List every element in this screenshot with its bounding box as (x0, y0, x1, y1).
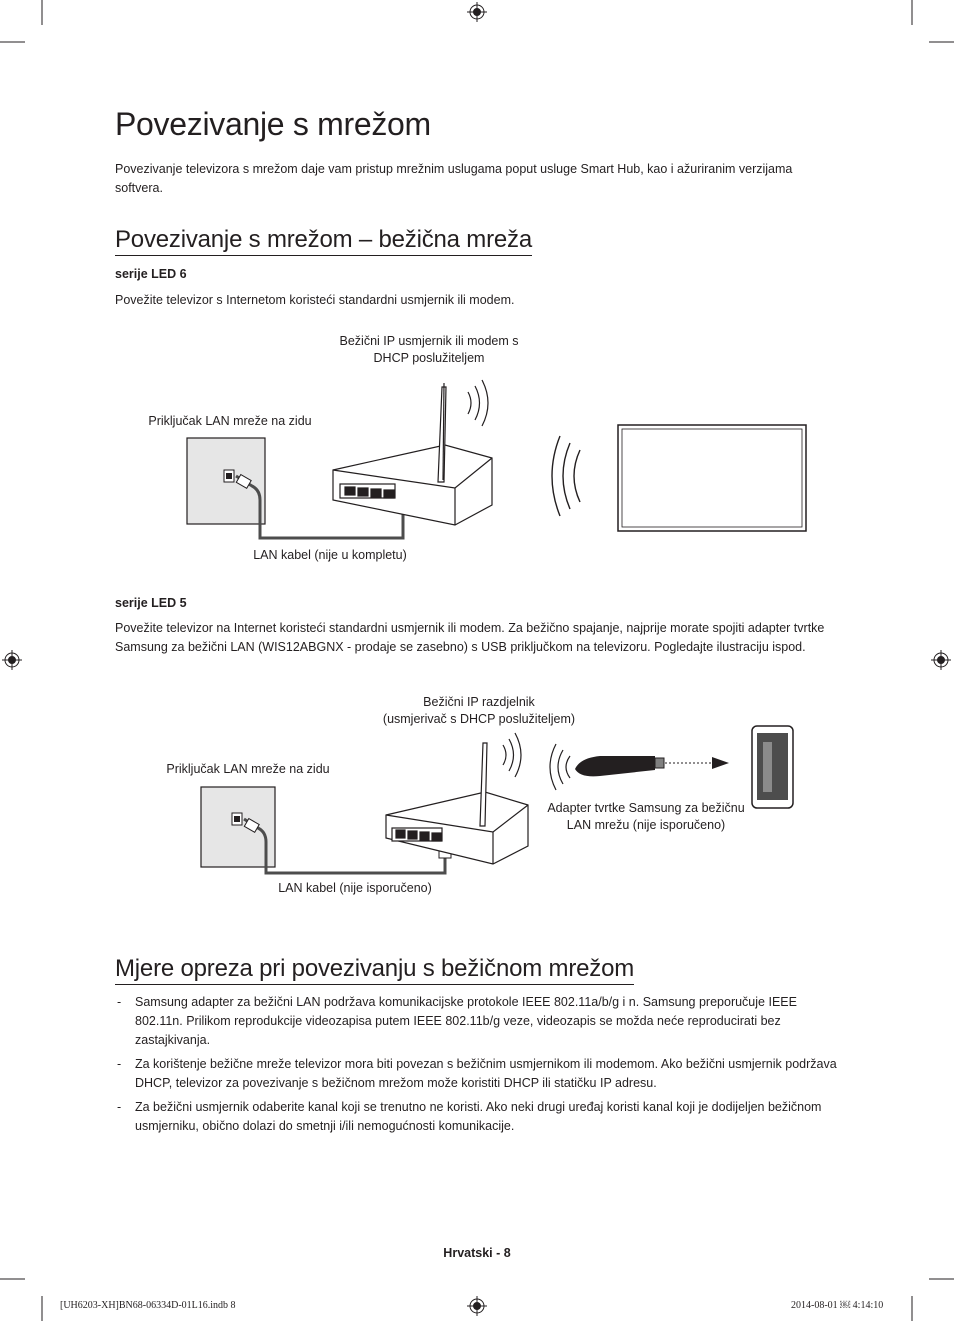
led6-wall-caption: Priključak LAN mreže na zidu (148, 414, 312, 428)
list-item (115, 1098, 843, 1136)
list-item (115, 1055, 843, 1093)
adapter-signal-waves (550, 744, 570, 790)
list-item-text: Za bežični usmjernik odaberite kanal koji se trenutno ne koristi. Ako neki drugi uređaj koristi kanal koji je dodijeljen bežičnom usmjerniku, obično dolazi do smetnji i/ili nemogućnosti komunikacije. (135, 1100, 822, 1133)
precautions-list (115, 993, 843, 1141)
led5-router-caption-line2: (usmjerivač s DHCP poslužiteljem) (382, 712, 576, 726)
bullet-marker: - (117, 1100, 122, 1114)
led6-router-caption-line1: Bežični IP usmjernik ili modem s (339, 334, 519, 348)
list-item (115, 993, 843, 1050)
wireless-router (386, 743, 528, 864)
list-item-text: Za korištenje bežične mreže televizor mora biti povezan s bežičnim usmjernikom ili modemom. Ako bežični usmjernik podržava DHCP, televizor za povezivanje s bežičnom mrežom može koristiti DHCP ili statičku IP adresu. (135, 1057, 837, 1090)
intro-text: Povezivanje televizora s mrežom daje vam pristup mrežnim uslugama poput usluge Smart Hub, kao i ažuriranim verzijama softvera. (115, 162, 793, 195)
led5-label: serije LED 5 (115, 596, 187, 610)
led5-cable-caption: LAN kabel (nije isporučeno) (278, 881, 432, 895)
bullet-marker: - (117, 995, 122, 1009)
led6-label: serije LED 6 (115, 267, 187, 281)
list-item-text: Samsung adapter za bežični LAN podržava komunikacijske protokole IEEE 802.11a/b/g i n. Samsung preporučuje IEEE 802.11n. Prilikom reprodukcije videozapisa putem IEEE 802.11b/g veze, videozapis se možda neće reproducirati bez zastajkivanja. (135, 995, 797, 1047)
page-title: Povezivanje s mrežom (115, 106, 431, 142)
router-signal-waves (503, 733, 521, 777)
usb-wireless-adapter (575, 756, 664, 776)
wall-lan-port-panel (201, 787, 275, 867)
section-heading-precautions: Mjere opreza pri povezivanju s bežičnom mrežom (115, 955, 634, 985)
led6-cable-caption: LAN kabel (nije u kompletu) (253, 548, 407, 562)
led5-adapter-caption-line1: Adapter tvrtke Samsung za bežičnu (547, 801, 745, 815)
insert-arrow-head (712, 757, 729, 769)
led5-text: Povežite televizor na Internet koristeći standardni usmjernik ili modem. Za bežično spajanje, najprije morate spojiti adapter tvrtke Samsung za bežični LAN (WIS12ABGNX - prodaje se zasebno) s USB priključkom na televizoru. Pogledajte ilustraciju ispod. (115, 621, 825, 654)
led5-adapter-caption-line2: LAN mrežu (nije isporučeno) (566, 818, 726, 832)
page-number: Hrvatski - 8 (443, 1246, 511, 1260)
bullet-marker: - (117, 1057, 122, 1071)
section-heading-wireless: Povezivanje s mrežom – bežična mreža (115, 226, 532, 256)
print-date-info: 2014-08-01 ￼ 4:14:10 (791, 1300, 884, 1311)
led5-router-caption-line1: Bežični IP razdjelnik (423, 695, 535, 709)
print-file-info: [UH6203-XH]BN68-06334D-01L16.indb 8 (60, 1300, 236, 1311)
led6-text: Povežite televizor s Internetom koristeći standardni usmjernik ili modem. (115, 293, 515, 307)
led6-router-caption-line2: DHCP poslužiteljem (373, 351, 485, 365)
led5-wall-caption: Priključak LAN mreže na zidu (166, 762, 330, 776)
